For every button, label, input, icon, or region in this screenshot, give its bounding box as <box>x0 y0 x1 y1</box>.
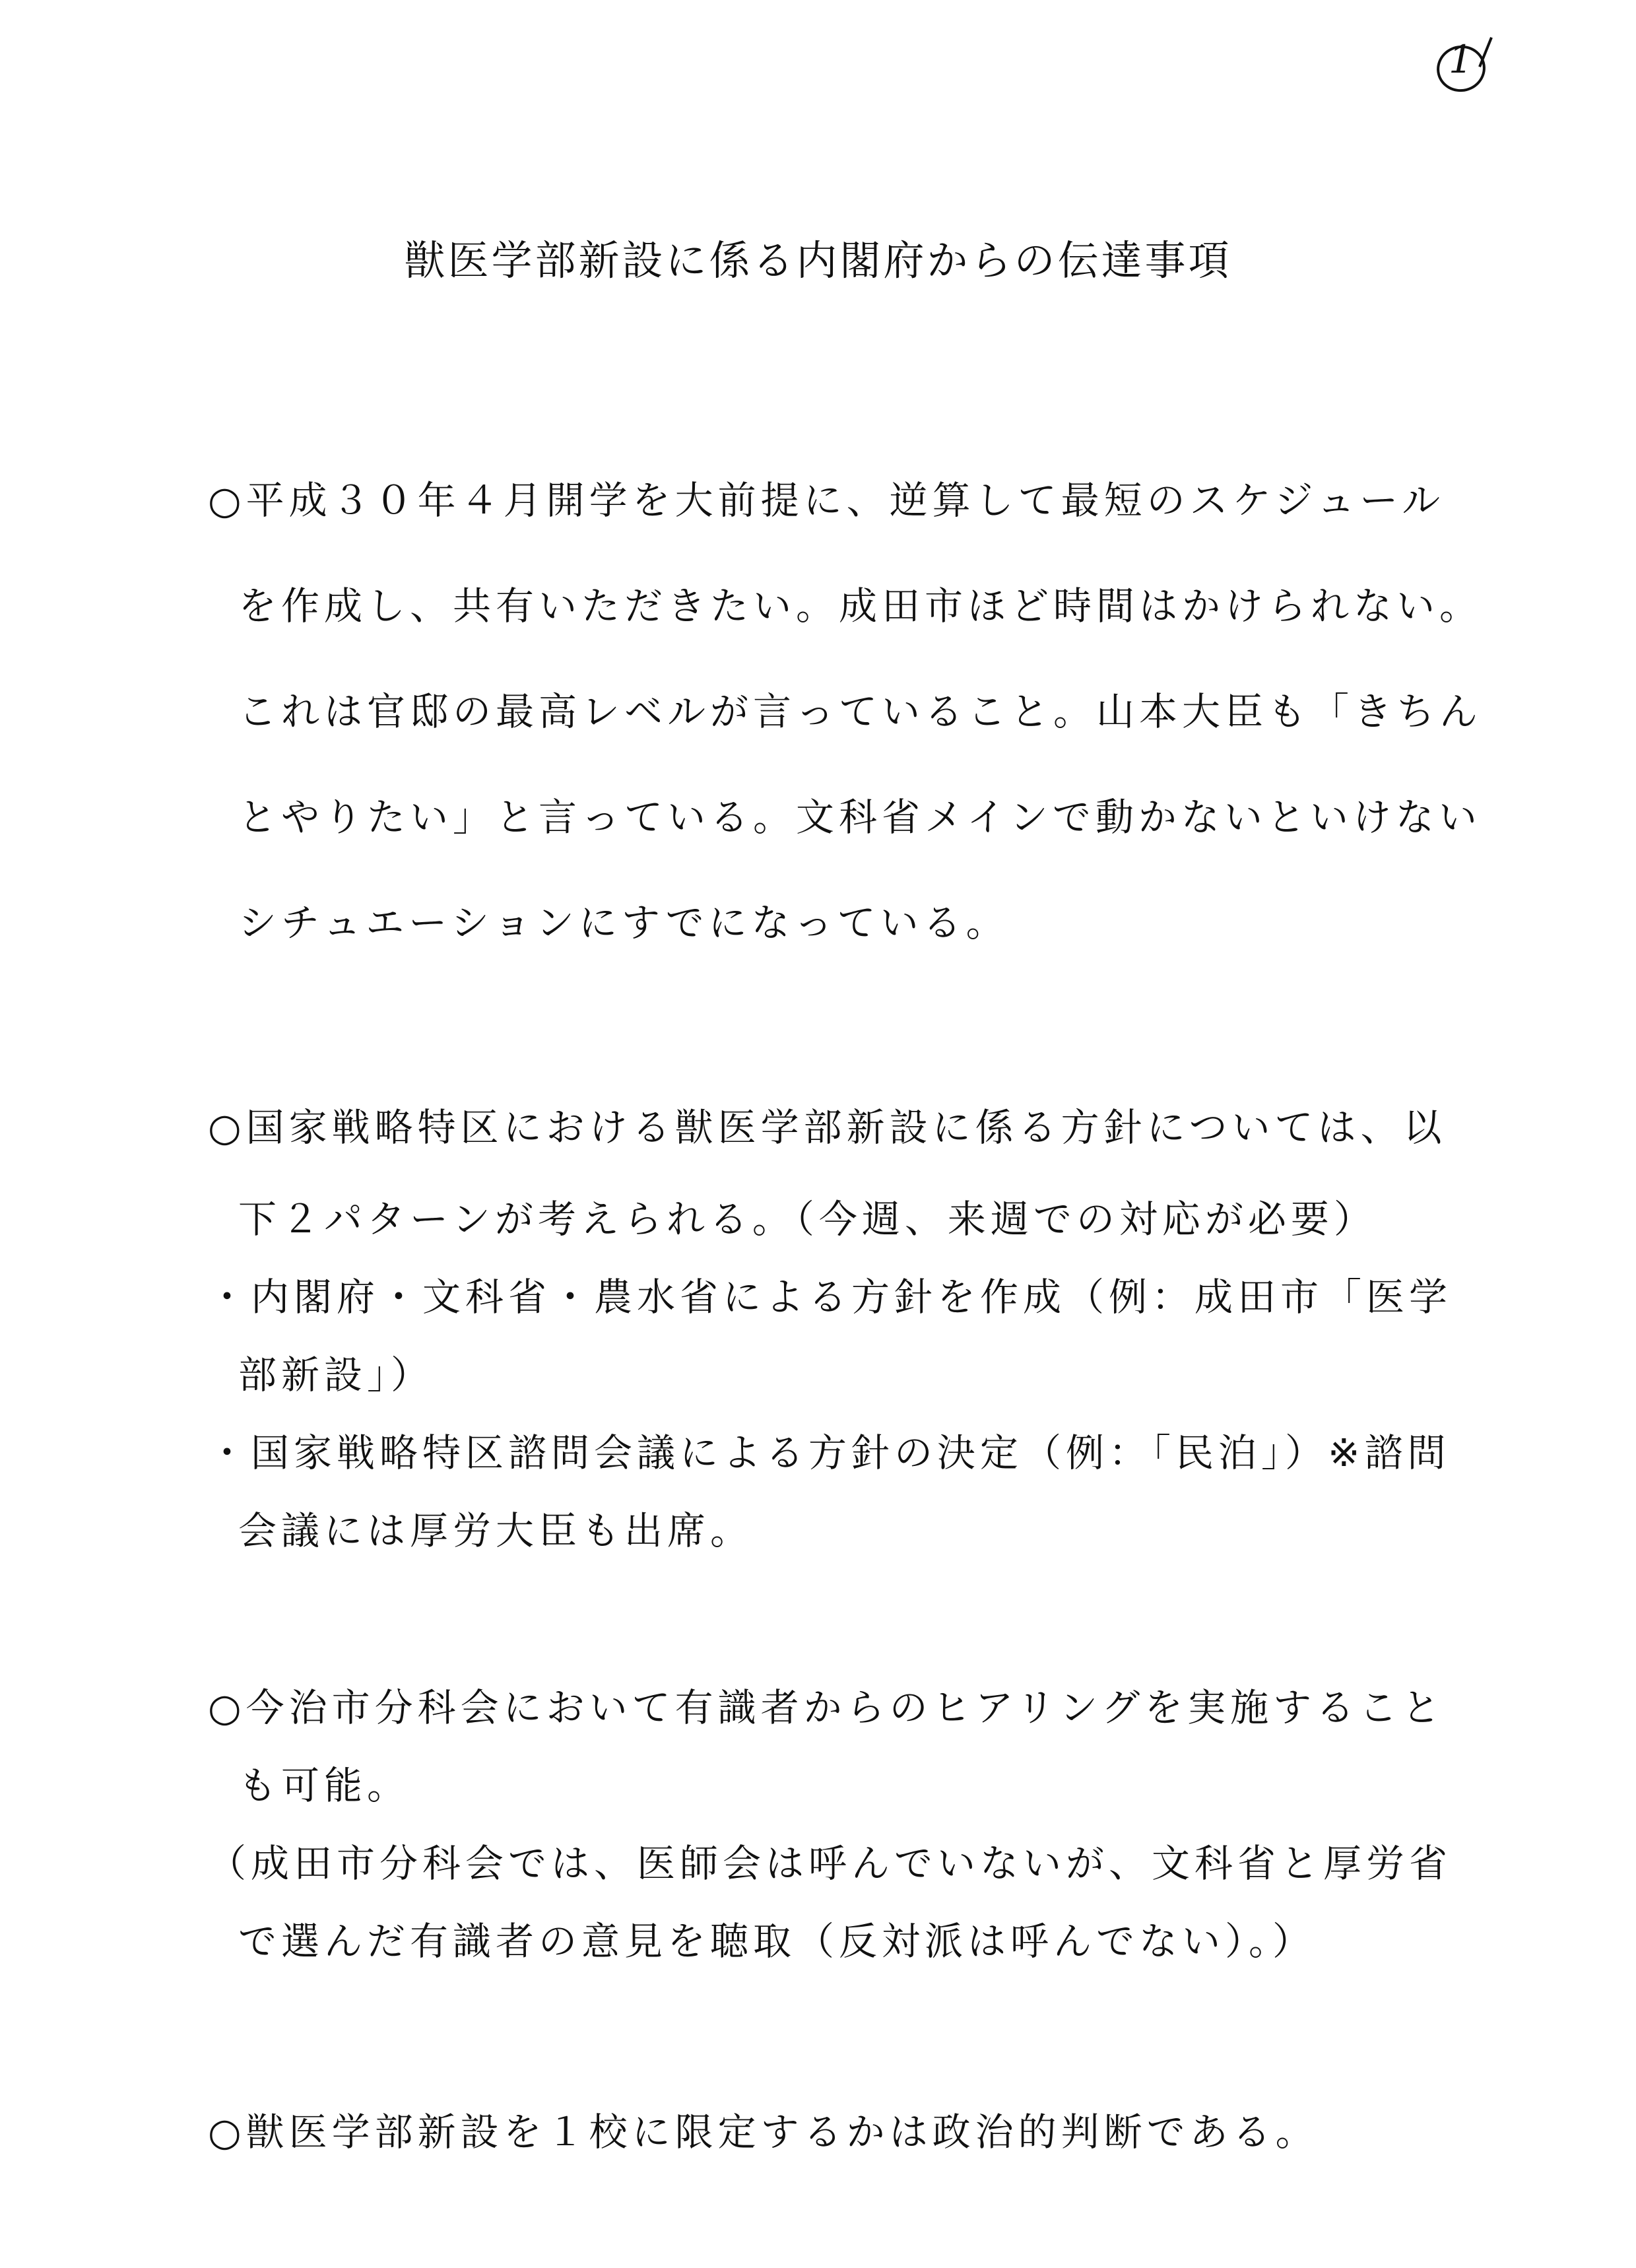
document-title: 獣医学部新設に係る内閣府からの伝達事項 <box>404 236 1232 284</box>
text-line: を作成し、共有いただきたい。成田市ほど時間はかけられない。 <box>238 584 1483 628</box>
text-line: ・国家戦略特区諮問会議による方針の決定（例：「民泊」）※諮問 <box>208 1430 1451 1475</box>
text-line: も可能。 <box>238 1763 410 1808</box>
text-line: ○平成３０年４月開学を大前提に、逆算して最短のスケジュール <box>208 478 1445 523</box>
text-line: 下２パターンが考えられる。（今週、来週での対応が必要） <box>238 1197 1377 1242</box>
paragraph-hearing <box>208 1669 1453 1980</box>
text-line: で選んだ有識者の意見を聴取（反対派は呼んでない）。） <box>238 1919 1316 1964</box>
text-line: ○国家戦略特区における獣医学部新設に係る方針については、以 <box>208 1105 1447 1150</box>
paragraph-policy-patterns <box>208 1075 1453 1570</box>
text-line: ○獣医学部新設を１校に限定するかは政治的判断である。 <box>208 2110 1319 2154</box>
text-line: （成田市分科会では、医師会は呼んでいないが、文科省と厚労省 <box>208 1841 1453 1886</box>
paragraph-schedule <box>208 448 1483 976</box>
text-line: とやりたい」と言っている。文科省メインで動かないといけない <box>238 795 1482 840</box>
text-line: シチュエーションにすでになっている。 <box>238 900 1009 945</box>
paragraph-spacer <box>208 1980 1449 2079</box>
text-line: 会議には厚労大臣も出席。 <box>238 1508 754 1553</box>
text-line: ・内閣府・文科省・農水省による方針を作成（例：成田市「医学 <box>208 1275 1453 1319</box>
paragraph-political-judgment <box>208 2079 1449 2185</box>
page-number-digit: 1 <box>1449 37 1473 82</box>
text-line: これは官邸の最高レベルが言っていること。山本大臣も「きちん <box>238 689 1483 734</box>
page-number-mark <box>1429 36 1501 96</box>
text-line: ○今治市分科会において有識者からのヒアリングを実施すること <box>208 1685 1445 1730</box>
page-number-tick <box>1478 37 1493 67</box>
document-body <box>208 448 1483 2185</box>
paragraph-spacer <box>208 976 1449 1075</box>
paragraph-spacer <box>208 1570 1449 1669</box>
text-line: 部新設」） <box>238 1352 434 1397</box>
